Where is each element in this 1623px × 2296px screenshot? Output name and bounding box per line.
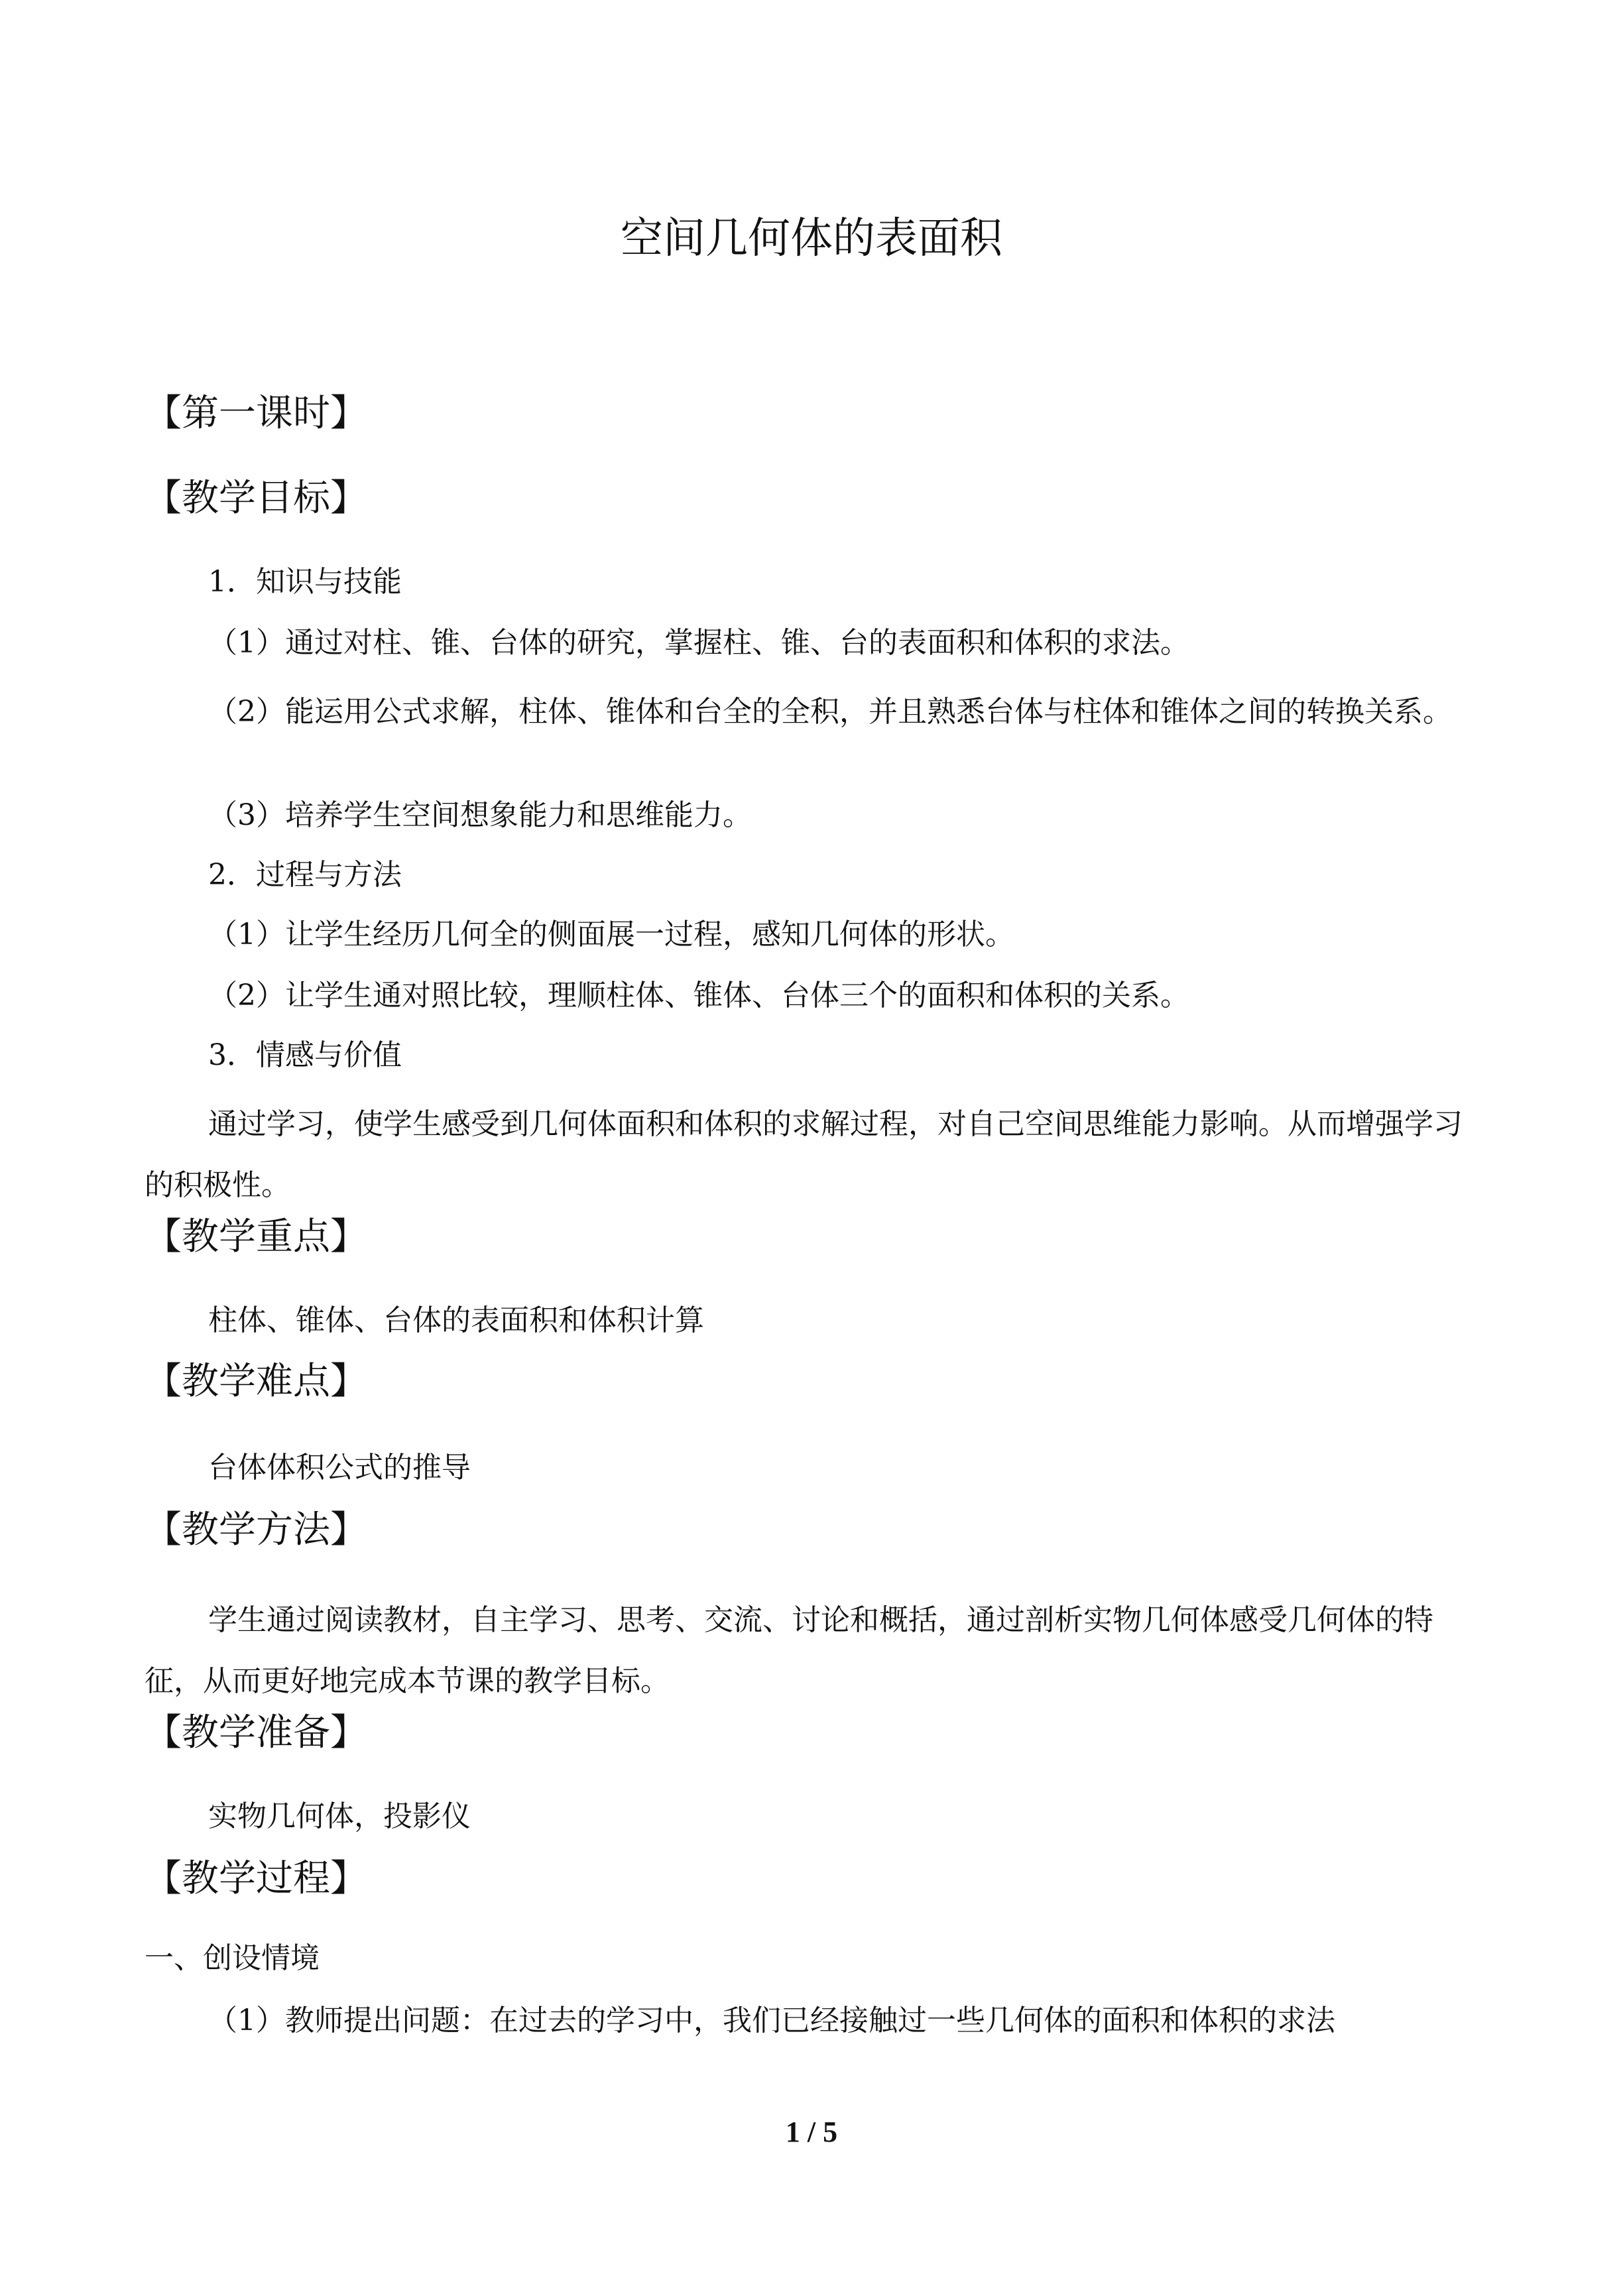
objective-emotion-text: 通过学习，使学生感受到几何体面积和体积的求解过程，对自己空间思维能力影响。从而增强学习的积极性。 [145,1107,1463,1202]
page-title: 空间几何体的表面积 [621,214,1002,263]
process-step-1-text: （1）教师提出问题：在过去的学习中，我们已经接触过一些几何体的面积和体积的求法 [208,2004,1335,2037]
key-points-text: 柱体、锥体、台体的表面积和体积计算 [208,1303,704,1337]
objective-knowledge-item-1: （1）通过对柱、锥、台体的研究，掌握柱、锥、台的表面积和体积的求法。 [208,626,1189,660]
section-heading-lesson: 【第一课时】 [145,392,367,435]
objective-knowledge-heading: 1．知识与技能 [208,565,402,599]
page-number: 1 / 5 [785,2116,838,2148]
methods-text: 学生通过阅读教材，自主学习、思考、交流、讨论和概括，通过剖析实物几何体感受几何体的特征，从而更好地完成本节课的教学目标。 [145,1603,1433,1698]
section-heading-difficulties: 【教学难点】 [145,1360,367,1403]
section-heading-process: 【教学过程】 [145,1857,367,1900]
objective-knowledge-item-3: （3）培养学生空间想象能力和思维能力。 [208,798,752,832]
process-step-1-heading: 一、创设情境 [145,1941,320,1975]
objective-emotion-heading: 3．情感与价值 [208,1038,402,1072]
objective-knowledge-item-2: （2）能运用公式求解，柱体、锥体和台全的全积，并且熟悉台体与柱体和锥体之间的转换关系。 [208,695,1452,729]
difficulties-text: 台体体积公式的推导 [208,1451,471,1484]
section-heading-objectives: 【教学目标】 [145,477,367,520]
objective-process-item-1: （1）让学生经历几何全的侧面展一过程，感知几何体的形状。 [208,918,1014,951]
section-heading-preparation: 【教学准备】 [145,1711,367,1754]
objective-process-heading: 2．过程与方法 [208,858,402,892]
preparation-text: 实物几何体，投影仪 [208,1799,471,1833]
objective-process-item-2: （2）让学生通对照比较，理顺柱体、锥体、台体三个的面积和体积的关系。 [208,979,1189,1012]
section-heading-key-points: 【教学重点】 [145,1215,367,1258]
section-heading-methods: 【教学方法】 [145,1508,367,1551]
